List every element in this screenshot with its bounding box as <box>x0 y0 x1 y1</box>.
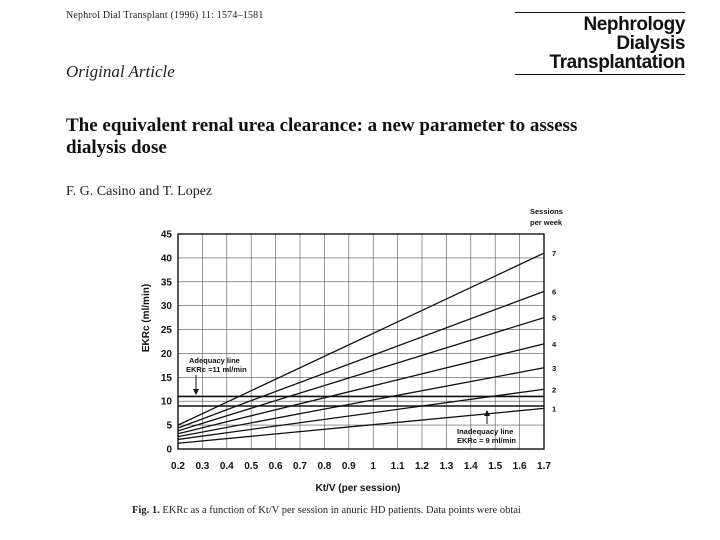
series-labels <box>552 249 557 413</box>
legend-title <box>530 207 563 227</box>
series-label-7: 7 <box>552 249 557 259</box>
journal-citation: Nephrol Dial Transplant (1996) 11: 1574–1581 <box>66 10 264 21</box>
x-tick-label: 0.8 <box>317 461 332 472</box>
y-tick-label: 5 <box>166 420 172 432</box>
x-tick-label: 0.7 <box>293 461 307 472</box>
x-tick-label: 1.7 <box>537 461 551 472</box>
legend-title-line2: per week <box>530 218 563 227</box>
x-tick-labels <box>171 461 551 472</box>
article-authors: F. G. Casino and T. Lopez <box>66 184 213 199</box>
x-tick-label: 1.1 <box>390 461 405 472</box>
x-axis-label: Kt/V (per session) <box>315 483 401 494</box>
y-tick-label: 10 <box>160 396 172 408</box>
x-tick-label: 1 <box>370 461 376 472</box>
figure-caption-label: Fig. 1. <box>132 505 160 516</box>
y-tick-label: 0 <box>166 444 172 456</box>
inadequacy-label-line1: Inadequacy line <box>457 427 514 436</box>
inadequacy-label-line2: EKRc = 9 ml/min <box>457 436 516 445</box>
y-tick-label: 35 <box>160 277 172 289</box>
y-tick-label: 20 <box>160 348 172 360</box>
series-label-3: 3 <box>552 363 557 373</box>
journal-logo-line1: Nephrology <box>583 14 685 35</box>
series-label-5: 5 <box>552 313 557 323</box>
x-tick-label: 1.2 <box>415 461 429 472</box>
figure-caption <box>132 505 521 516</box>
article-title: The equivalent renal urea clearance: a new parameter to assess dialysis dose <box>66 115 578 158</box>
y-tick-label: 45 <box>160 229 172 241</box>
x-tick-label: 0.4 <box>219 461 234 472</box>
series-label-6: 6 <box>552 287 557 297</box>
adequacy-annotation <box>186 356 247 395</box>
article-section: Original Article <box>66 62 175 81</box>
adequacy-label-line2: EKRc =11 ml/min <box>186 365 247 374</box>
series-label-1: 1 <box>552 404 557 414</box>
y-tick-labels <box>161 230 173 456</box>
adequacy-label-line1: Adequacy line <box>189 356 240 365</box>
x-tick-label: 1.5 <box>488 461 503 472</box>
figure-caption-text: EKRc as a function of Kt/V per session in anuric HD patients. Data points were obtai <box>162 505 521 516</box>
x-tick-label: 1.6 <box>512 461 527 472</box>
series-line-7 <box>178 253 544 425</box>
y-tick-label: 25 <box>160 325 172 337</box>
x-tick-label: 0.2 <box>171 461 185 472</box>
x-tick-label: 1.4 <box>463 461 478 472</box>
x-tick-label: 0.9 <box>341 461 356 472</box>
journal-logo-line2: Dialysis <box>616 33 685 54</box>
y-tick-label: 30 <box>160 301 172 313</box>
series-label-2: 2 <box>552 385 557 395</box>
legend-title-line1: Sessions <box>530 207 563 216</box>
series-label-4: 4 <box>552 339 557 349</box>
x-tick-label: 0.5 <box>244 461 259 472</box>
x-tick-label: 1.3 <box>439 461 454 472</box>
y-axis-label: EKRc (ml/min) <box>141 283 152 353</box>
x-tick-label: 0.3 <box>195 461 210 472</box>
journal-logo-line3: Transplantation <box>515 53 685 75</box>
y-tick-label: 15 <box>160 372 172 384</box>
adequacy-arrowhead <box>193 389 199 395</box>
y-tick-label: 40 <box>160 253 172 265</box>
chart-grid <box>178 234 544 449</box>
x-tick-label: 0.6 <box>268 461 283 472</box>
plot-frame <box>178 234 544 449</box>
